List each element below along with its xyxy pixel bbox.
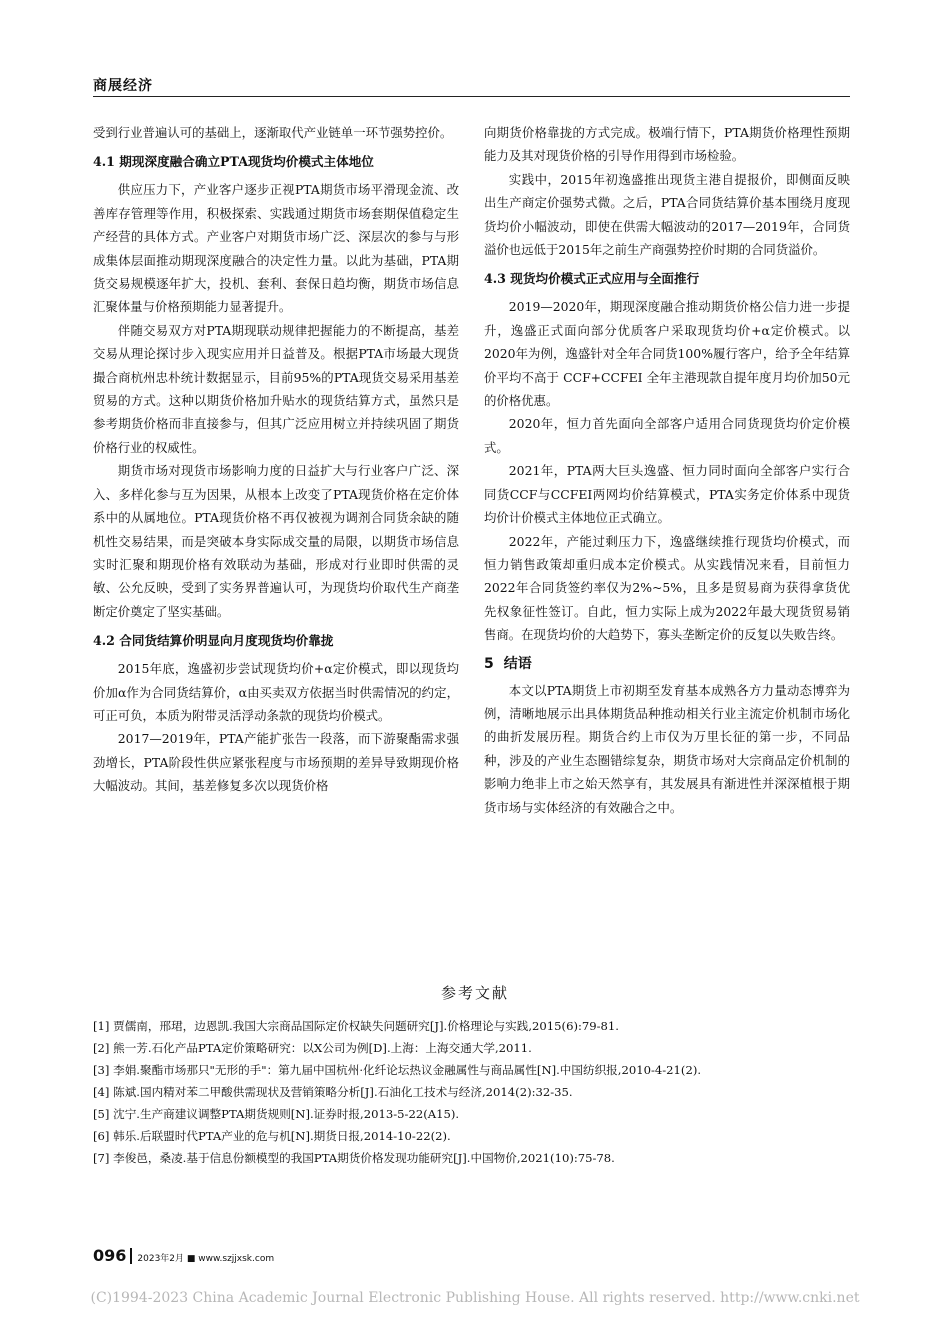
reference-item: [6] 韩乐.后联盟时代PTA产业的危与机[N].期货日报,2014-10-22(2). xyxy=(93,1129,451,1143)
paragraph: 2021年，PTA两大巨头逸盛、恒力同时面向全部客户实行合同货CCF与CCFEI两网均价结算模式，PTA实务定价体系中现货均价计价模式主体地位正式确立。 xyxy=(484,463,850,526)
paragraph: 2019—2020年，期现深度融合推动期货价格公信力进一步提升，逸盛正式面向部分优质客户采取现货均价+α定价模式。以2020年为例，逸盛针对全年合同货100%履行客户，给予全年结算价平均不高于 CCF+CCFEI 全年主港现款自提年度月均价加50元的价格优惠。 xyxy=(484,299,850,409)
paragraph: 期货市场对现货市场影响力度的日益扩大与行业客户广泛、深入、多样化参与互为因果，从根本上改变了PTA现货价格在定价体系中的从属地位。PTA现货价格不再仅被视为调剂合同货余缺的随机性交易结果，而是突破本身实际成交量的局限，以期货市场信息实时汇聚和期现价格有效联动为基础，形成对行业即时供需的灵敏、公允反映，受到了实务界普遍认可，为现货均价取代生产商垄断定价奠定了坚实基础。 xyxy=(93,463,459,619)
left-column xyxy=(93,121,459,798)
section-number: 5 xyxy=(484,655,494,672)
journal-name: 商展经济 xyxy=(93,78,153,94)
paragraph: 2022年，产能过剩压力下，逸盛继续推行现货均价模式，而恒力销售政策却重归成本定价模式。从实践情况来看，目前恒力2022年合同货签约率仅为2%~5%，且多是贸易商为获得拿货优先权象征性签订。自此，恒力实际上成为2022年最大现货贸易销售商。在现货均价的大趋势下，寡头垄断定价的反复以失败告终。 xyxy=(484,533,850,643)
reference-item: [1] 贾儒南，邢珺，边恩凯.我国大宗商品国际定价权缺失问题研究[J].价格理论与实践,2015(6):79-81. xyxy=(93,1019,619,1033)
section-heading-4-2: 4.2 合同货结算价明显向月度现货均价靠拢 xyxy=(93,633,334,649)
paragraph: 实践中，2015年初逸盛推出现货主港自提报价，即侧面反映出生产商定价强势式微。之后，PTA合同货结算价基本围绕月度现货均价小幅波动，即使在供需大幅波动的2017—2019年，合同货溢价也远低于2015年之前生产商强势控价时期的合同货溢价。 xyxy=(484,171,850,258)
footer-divider xyxy=(130,1248,132,1264)
section-heading-4-1: 4.1 期现深度融合确立PTA现货均价模式主体地位 xyxy=(93,154,374,170)
section-title: 结语 xyxy=(503,655,532,672)
page-number: 096 xyxy=(93,1246,127,1265)
paragraph: 2015年底，逸盛初步尝试现货均价+α定价模式，即以现货均价加α作为合同货结算价，α由买卖双方依据当时供需情况的约定，可正可负，本质为附带灵活浮动条款的现货均价模式。 xyxy=(93,661,459,723)
paragraph: 向期货价格靠拢的方式完成。极端行情下，PTA期货价格理性预期能力及其对现货价格的引导作用得到市场检验。 xyxy=(484,125,850,164)
section-heading-4-3: 4.3 现货均价模式正式应用与全面推行 xyxy=(484,271,700,287)
footer-info: 2023年2月 ■ www.szjjxsk.com xyxy=(137,1254,275,1264)
copyright-watermark: (C)1994-2023 China Academic Journal Electronic Publishing House. All rights reserved. http://www.cnki.net xyxy=(90,1290,860,1306)
paragraph: 受到行业普遍认可的基础上，逐渐取代产业链单一环节强势控价。 xyxy=(93,125,453,140)
section-heading-5 xyxy=(484,653,850,675)
reference-item: [7] 李俊邑，桑凌.基于信息份额模型的我国PTA期货价格发现功能研究[J].中国物价,2021(10):75-78. xyxy=(93,1151,615,1165)
references-list xyxy=(93,1015,850,1169)
header-rule xyxy=(93,96,850,97)
page-footer xyxy=(93,1246,274,1265)
right-column xyxy=(484,121,850,819)
reference-item: [2] 熊一芳.石化产品PTA定价策略研究：以X公司为例[D].上海：上海交通大学,2011. xyxy=(93,1041,532,1055)
references-title: 参考文献 xyxy=(440,984,509,1002)
reference-item: [5] 沈宁.生产商建议调整PTA期货规则[N].证券时报,2013-5-22(A15). xyxy=(93,1107,460,1121)
reference-item: [3] 李娟.聚酯市场那只"无形的手"：第九届中国杭州·化纤论坛热议金融属性与商品属性[N].中国纺织报,2010-4-21(2). xyxy=(93,1063,702,1077)
paragraph: 本文以PTA期货上市初期至发育基本成熟各方力量动态博弈为例，清晰地展示出具体期货品种推动相关行业主流定价机制市场化的曲折发展历程。期货合约上市仅为万里长征的第一步，不同品种，涉及的产业生态圈错综复杂，期货市场对大宗商品定价机制的影响力绝非上市之始天然享有，其发展具有渐进性并深深植根于期货市场与实体经济的有效融合之中。 xyxy=(484,682,850,815)
reference-item: [4] 陈斌.国内精对苯二甲酸供需现状及营销策略分析[J].石油化工技术与经济,2014(2):32-35. xyxy=(93,1085,573,1099)
paragraph: 供应压力下，产业客户逐步正视PTA期货市场平滑现金流、改善库存管理等作用，积极探索、实践通过期货市场套期保值稳定生产经营的具体方式。产业客户对期货市场广泛、深层次的参与与形成集体层面推动期现深度融合的决定性力量。以此为基础，PTA期货交易规模逐年扩大，投机、套利、套保日趋均衡，期货市场信息汇聚体量与价格预期能力显著提升。 xyxy=(93,182,459,315)
paragraph: 2017—2019年，PTA产能扩张告一段落，而下游聚酯需求强劲增长，PTA阶段性供应紧张程度与市场预期的差异导致期现价格大幅波动。其间，基差修复多次以现货价格 xyxy=(93,731,459,794)
paragraph: 2020年，恒力首先面向全部客户适用合同货现货均价定价模式。 xyxy=(484,416,850,455)
paragraph: 伴随交易双方对PTA期现联动规律把握能力的不断提高，基差交易从理论探讨步入现实应用并日益普及。根据PTA市场最大现货撮合商杭州忠朴统计数据显示，目前95%的PTA现货交易采用基差贸易的方式。这种以期货价格加升贴水的现货结算方式，虽然只是参考期货价格而非直接参与，但其广泛应用树立并持续巩固了期货价格行业的权威性。 xyxy=(93,322,459,455)
